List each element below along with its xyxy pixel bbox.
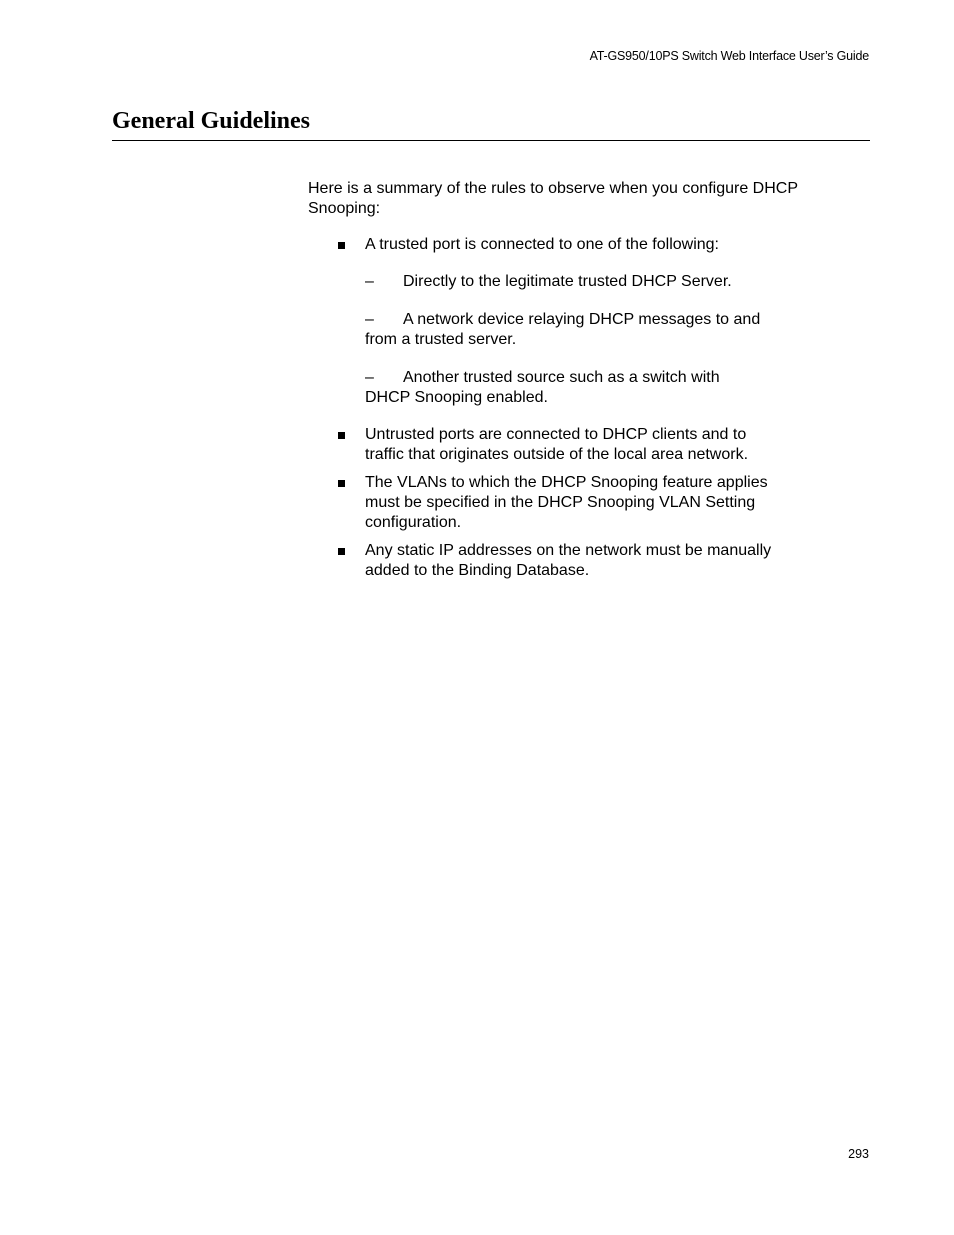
rule-text: A trusted port is connected to one of the following: <box>365 236 719 253</box>
intro-paragraph: Here is a summary of the rules to observe when you configure DHCP Snooping: <box>308 180 798 217</box>
subrule-item <box>365 310 765 350</box>
rules-list <box>308 235 848 581</box>
subrule-item <box>365 368 765 408</box>
subrules-list <box>365 272 785 408</box>
rule-item <box>308 425 785 465</box>
square-bullet-icon <box>338 242 345 249</box>
subrule-text: Another trusted source such as a switch with DHCP Snooping enabled. <box>365 369 720 406</box>
title-rule <box>112 140 870 141</box>
dash-bullet: – <box>365 311 374 328</box>
square-bullet-icon <box>338 432 345 439</box>
dash-bullet: – <box>365 273 374 290</box>
rule-text: The VLANs to which the DHCP Snooping feature applies must be specified in the DHCP Snooping VLAN Setting configuration. <box>365 474 768 531</box>
subrule-text: Directly to the legitimate trusted DHCP Server. <box>403 273 732 290</box>
square-bullet-icon <box>338 480 345 487</box>
rule-text: Untrusted ports are connected to DHCP clients and to traffic that originates outside of the local area network. <box>365 426 749 463</box>
running-header: AT-GS950/10PS Switch Web Interface User’s Guide <box>589 49 869 63</box>
section-title: General Guidelines <box>112 108 310 134</box>
square-bullet-icon <box>338 548 345 555</box>
subrule-text: A network device relaying DHCP messages to and from a trusted server. <box>365 311 761 348</box>
rule-text: Any static IP addresses on the network must be manually added to the Binding Database. <box>365 542 772 579</box>
page-number: 293 <box>848 1147 869 1161</box>
content-body <box>308 179 848 589</box>
rule-item <box>308 541 785 581</box>
rule-item <box>308 235 785 408</box>
dash-bullet: – <box>365 369 374 386</box>
rule-item <box>308 473 785 533</box>
subrule-item <box>365 272 765 292</box>
